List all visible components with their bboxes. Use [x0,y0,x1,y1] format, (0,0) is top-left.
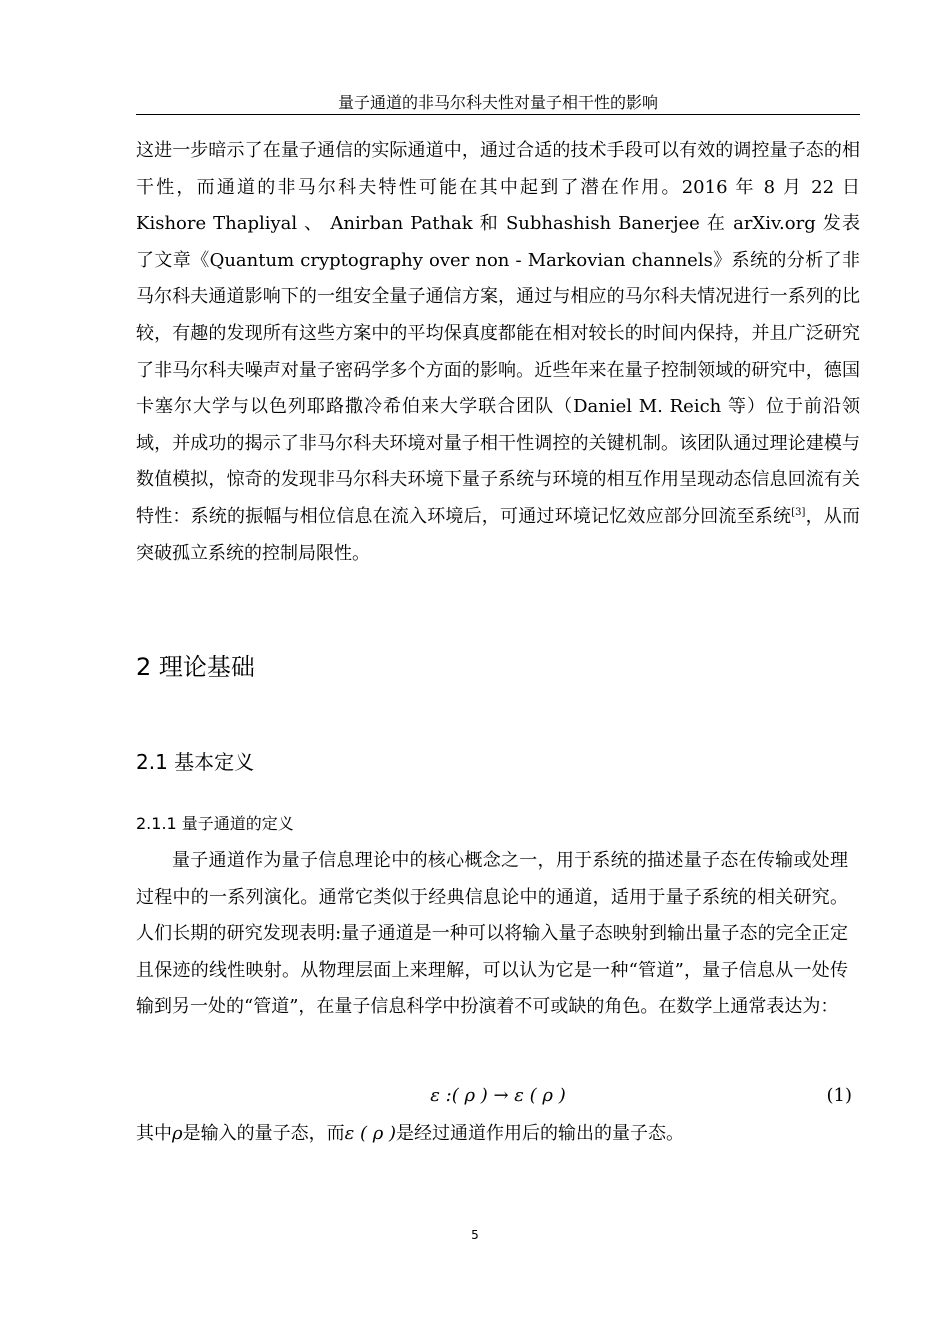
subsubsection-heading: 2.1.1 量子通道的定义 [136,814,294,833]
header-rule [136,114,860,115]
intro-text: 这进一步暗示了在量子通信的实际通道中，通过合适的技术手段可以有效的调控量子态的相干性，而通道的非马尔科夫特性可能在其中起到了潜在作用。2016 年 8 月 22 日 Kishore Thapliyal 、 Anirban Pathak 和 Subhashish Banerjee 在 arXiv.org 发表了文章《Quantum cryptography over non - Markovian channels》系统的分析了非马尔科夫通道影响下的一组安全量子通信方案，通过与相应的马尔科夫情况进行一系列的比较，有趣的发现所有这些方案中的平均保真度都能在相对较长的时间内保持，并且广泛研究了非马尔科夫噪声对量子密码学多个方面的影响。近些年来在量子控制领域的研究中，德国卡塞尔大学与以色列耶路撒冷希伯来大学联合团队（Daniel M. Reich 等）位于前沿领域，并成功的揭示了非马尔科夫环境对量子相干性调控的关键机制。该团队通过理论建模与数值模拟，惊奇的发现非马尔科夫环境下量子系统与环境的相互作用呈现动态信息回流有关特性：系统的振幅与相位信息在流入环境后，可通过环境记忆效应部分回流至系统 [136,140,860,527]
equation-block [136,1080,860,1112]
equation-number: (1) [826,1085,852,1106]
intro-text-end: ，从而突破孤立系统的控制局限性。 [136,505,861,564]
running-header: 量子通道的非马尔科夫性对量子相干性的影响 [337,93,658,112]
explanation-middle: 是输入的量子态，而 [182,1123,345,1144]
equation-expression: ε :( ρ ) → ε ( ρ ) [430,1085,566,1106]
equation-explanation [136,1116,860,1152]
subsection-heading: 2.1 基本定义 [136,750,255,774]
intro-paragraph [136,133,860,572]
explanation-suffix: 是经过通道作用后的输出的量子态。 [396,1123,685,1144]
rho-symbol: ρ [172,1123,183,1144]
citation-ref[interactable]: [3] [791,506,806,518]
epsilon-rho-symbol: ε ( ρ ) [344,1123,397,1144]
section-heading: 2 理论基础 [136,653,255,681]
definition-paragraph: 量子通道作为量子信息理论中的核心概念之一，用于系统的描述量子态在传输或处理过程中的一系列演化。通常它类似于经典信息论中的通道，适用于量子系统的相关研究。人们长期的研究发现表明:量子通道是一种可以将输入量子态映射到输出量子态的完全正定且保迹的线性映射。从物理层面上来理解，可以认为它是一种“管道”，量子信息从一处传输到另一处的“管道”，在量子信息科学中扮演着不可或缺的角色。在数学上通常表达为： [136,850,848,1017]
page-number: 5 [471,1228,479,1242]
explanation-prefix: 其中 [136,1123,172,1144]
